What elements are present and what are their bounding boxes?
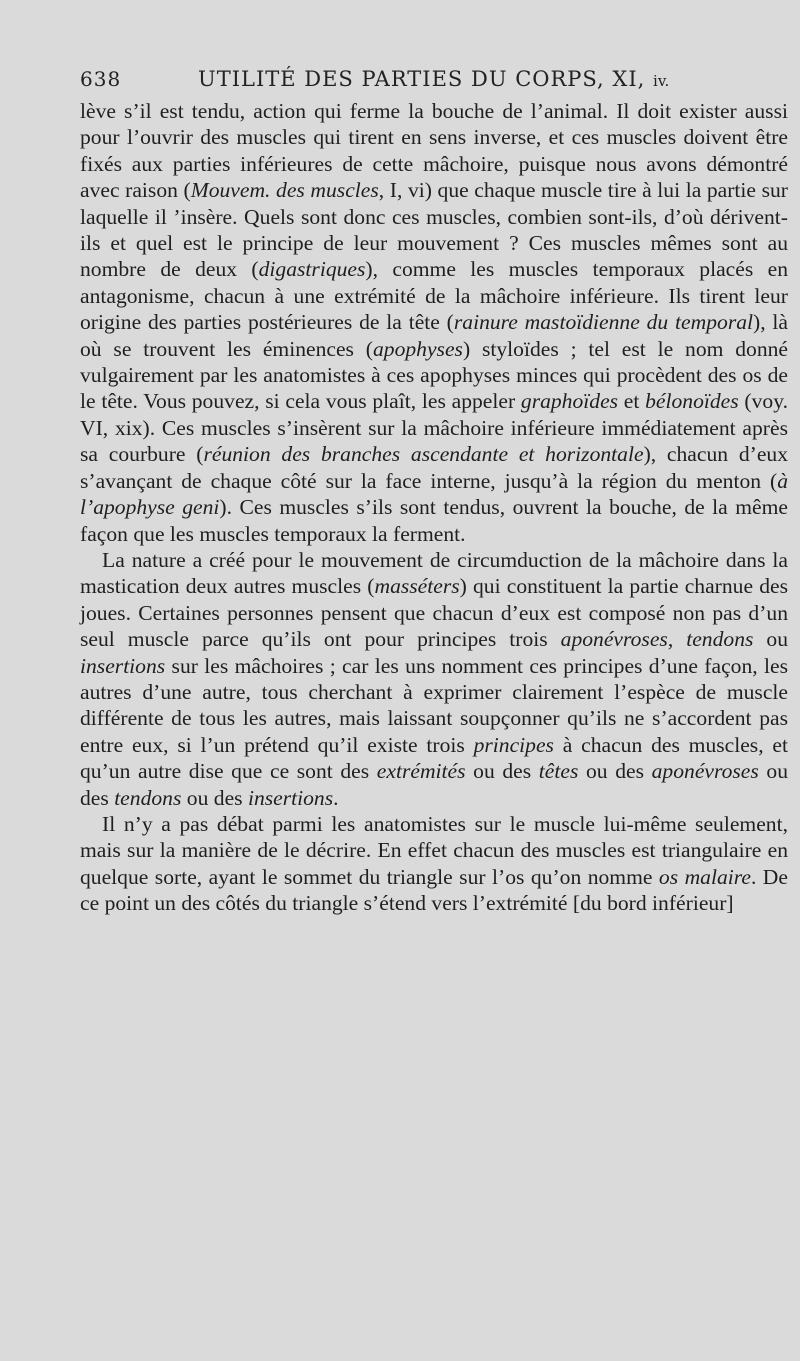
text-run: ), là où se trouvent les éminences ( [80,310,789,361]
italic-term: masséters [374,574,460,599]
text-run: sur les mâchoires ; car les uns nomment ces principes d’une façon, les autres d’une autre, tous cherchant à exprimer clairement l’espèce de muscle différente de tous les autres, mais laissant soupçonner qu’ils ne s’accordent pas entre eux, si l’un prétend qu’il existe trois [80,653,788,757]
text-run: ), comme les muscles temporaux placés en antagonisme, chacun à une extrémité de la mâchoire inférieure. Ils tirent leur origine des parties postérieures de la tête ( [80,257,788,335]
running-title-text: UTILITÉ DES PARTIES DU CORPS, XI, [198,67,654,91]
italic-term: tendons [114,785,182,810]
italic-term: apophyses [372,336,463,361]
italic-term: tendons [686,627,754,652]
italic-term: digastriques [258,257,366,282]
text-run: La nature a créé pour le mouvement de circumduction de la mâchoire dans la mastication deux autres muscles ( [80,547,788,599]
italic-term: principes [473,732,554,757]
italic-term: aponévroses [560,627,668,652]
text-run: ou des [578,759,652,784]
text-run: ), chacun d’eux s’avançant de chaque côté sur la face interne, jusqu’à la région du menton ( [80,442,789,493]
text-run: , I, vi) que chaque muscle tire à lui la partie sur laquelle il ’insère. Quels sont donc ces muscles, combien sont-ils, d’où dérivent-ils et quel est le principe de leur mouvement ? Ces muscles mêmes sont au nombre de deux ( [80,178,788,282]
running-title [198,67,669,91]
italic-term: Mouvem. des muscles [190,178,379,203]
text-run: ou des [80,759,788,810]
text-run: à chacun des muscles, et qu’un autre dise que ce sont des [80,732,788,784]
text-run: ) qui constituent la partie charnue des joues. Certaines personnes pensent que chacun d’eux est composé non pas d’un seul muscle parce qu’ils ont pour principes trois [80,574,788,652]
text-run: (voy. VI, xix). Ces muscles s’insèrent sur la mâchoire inférieure immédiatement après sa courbure ( [80,389,788,467]
paragraph [80,811,788,917]
italic-term: insertions [80,653,166,678]
text-run: , [667,627,687,652]
paragraph [80,547,788,811]
body-text [80,98,788,917]
italic-term: rainure mastoïdienne du temporal [453,310,754,335]
text-run: . De ce point un des côtés du triangle s’étend vers l’extrémité [du bord inférieur] [80,864,788,916]
italic-term: aponévroses [651,759,759,784]
text-run: ) styloïdes ; tel est le nom donné vulgairement par les anatomistes à ces apophyses minces qui procèdent des os de le tête. Vous pouvez, si cela vous plaît, les appeler [80,336,789,414]
italic-term: insertions [247,785,334,810]
italic-term: graphoïdes [520,389,619,414]
text-run: lève s’il est tendu, action qui ferme la bouche de l’animal. Il doit exister aussi pour l’ouvrir des muscles qui tirent en sens inverse, et ces muscles doivent être fixés aux parties inférieures de cette mâchoire, puisque nous avons démontré avec raison ( [80,99,788,203]
italic-term: à l’apophyse geni [80,468,788,520]
text-run: . [333,785,339,810]
italic-term: extrémités [376,759,466,784]
italic-term: os malaire [658,864,751,889]
italic-term: bélonoïdes [645,389,739,414]
paragraph [80,98,788,547]
italic-term: têtes [538,759,579,784]
page-header [80,64,788,98]
text-run: et [618,389,646,414]
italic-term: réunion des branches ascendante et horizontale [203,442,644,467]
text-run: ). Ces muscles s’ils sont tendus, ouvrent la bouche, de la même façon que les muscles temporaux la ferment. [80,495,788,546]
page-number: 638 [80,67,122,91]
text-run: ou [753,627,789,652]
text-run: ou des [181,785,248,810]
running-title-book: iv. [653,72,670,90]
text-run: Il n’y a pas débat parmi les anatomistes sur le muscle lui-même seulement, mais sur la manière de le décrire. En effet chacun des muscles est triangulaire en quelque sorte, ayant le sommet du triangle sur l’os qu’on nomme [80,811,788,889]
text-run: ou des [465,759,539,784]
